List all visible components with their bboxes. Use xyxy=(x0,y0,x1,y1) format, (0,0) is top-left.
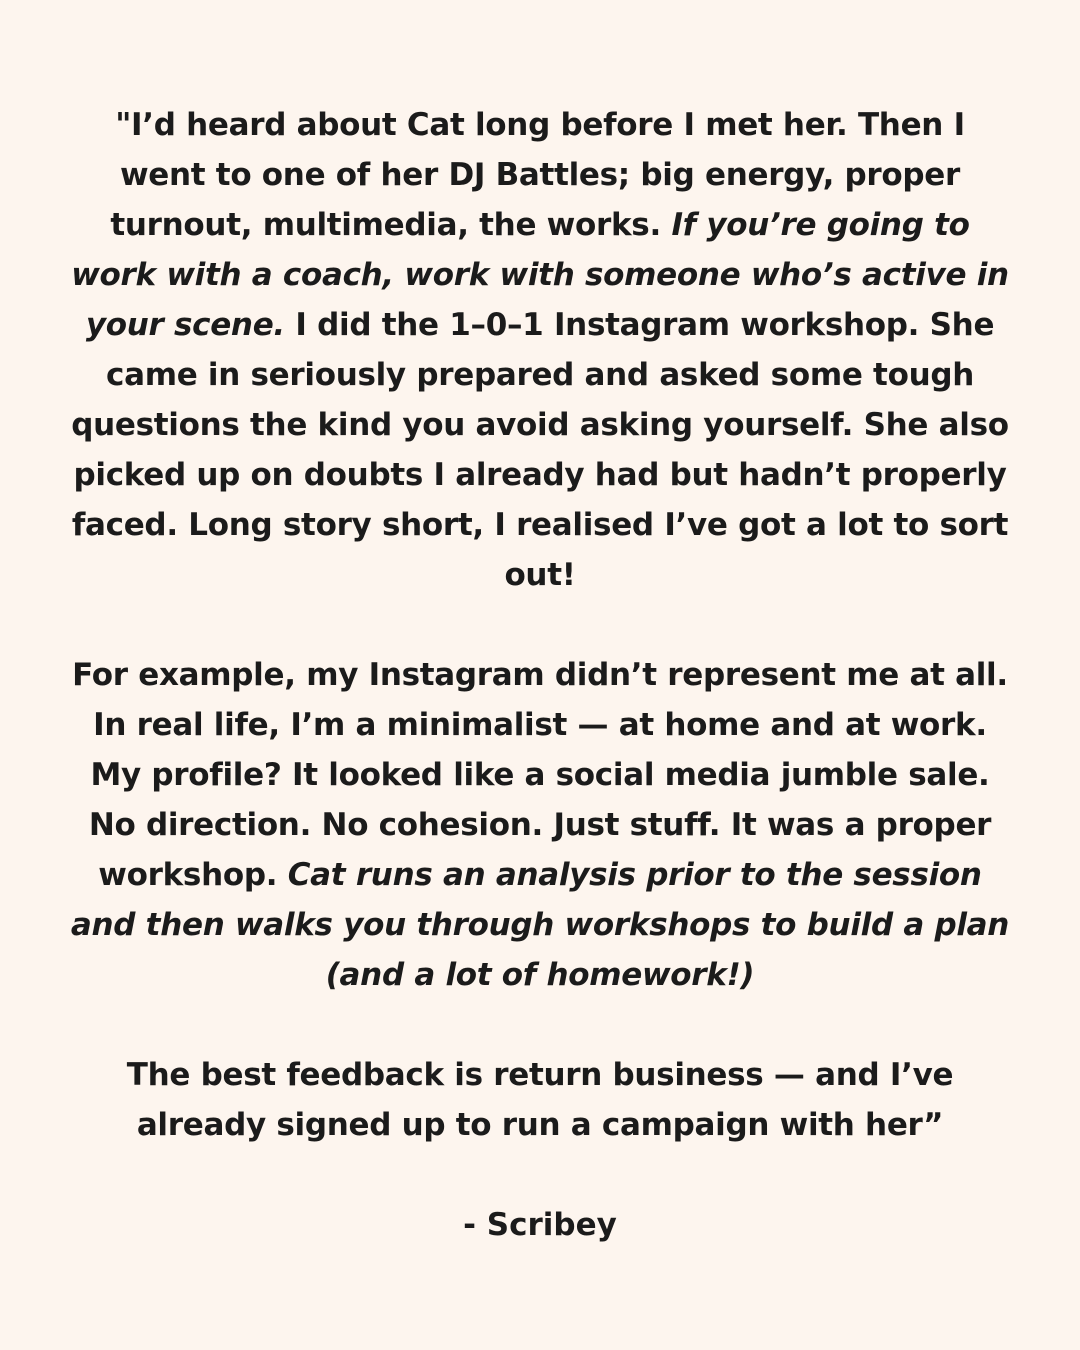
testimonial-paragraph-1 xyxy=(70,100,1010,600)
paragraph-2-italic: Cat runs an analysis prior to the session and then walks you through workshops to build a plan (and a lot of homework!) xyxy=(70,857,1010,993)
paragraph-1-text-a: "I’d heard about Cat long before I met her. Then I went to one of her DJ Battles; big energy, proper turnout, multimedia, the works. xyxy=(110,107,965,243)
testimonial-paragraph-2 xyxy=(70,650,1010,1000)
testimonial-signature: - Scribey xyxy=(463,1207,617,1243)
testimonial-paragraph-3: The best feedback is return business — and I’ve already signed up to run a campaign with her” xyxy=(126,1057,954,1143)
testimonial-card xyxy=(70,100,1010,1250)
paragraph-1-italic: If you’re going to work with a coach, work with someone who’s active in your scene. xyxy=(71,207,1009,343)
paragraph-1-text-b: I did the 1–0–1 Instagram workshop. She came in seriously prepared and asked some tough questions the kind you avoid asking yourself. She also picked up on doubts I already had but hadn’t properly faced. Long story short, I realised I’ve got a lot to sort out! xyxy=(71,307,1009,593)
paragraph-2-text-a: For example, my Instagram didn’t represent me at all. In real life, I’m a minimalist — at home and at work. My profile? It looked like a social media jumble sale. No direction. No cohesion. Just stuff. It was a proper workshop. xyxy=(72,657,1008,893)
